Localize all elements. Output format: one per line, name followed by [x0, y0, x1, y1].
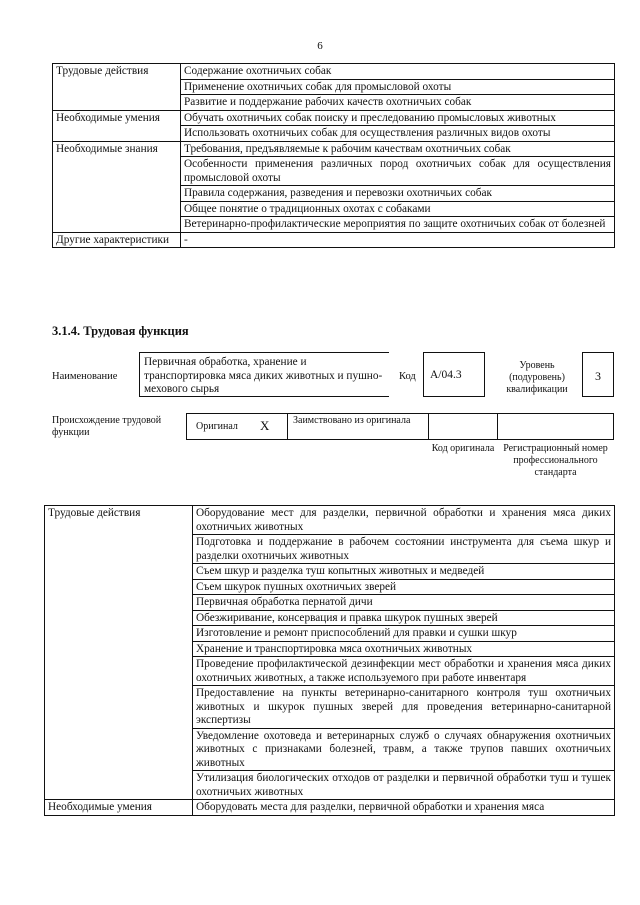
table-cell: Подготовка и поддержание в рабочем состоянии инструмента для съема шкур и разделки охотничьих животных [193, 535, 615, 564]
level-value: 3 [582, 352, 614, 397]
row-label: Трудовые действия [45, 506, 193, 800]
level-label: Уровень (подуровень) квалификации [506, 360, 568, 395]
table-cell: Развитие и поддержание рабочих качеств охотничьих собак [181, 95, 615, 111]
table-row [53, 141, 615, 157]
table-cell: Требования, предъявляемые к рабочим качествам охотничьих собак [181, 141, 615, 157]
origin-reg-box [497, 413, 614, 440]
original-label: Оригинал [196, 421, 238, 432]
origin-label: Происхождение трудовой функции [52, 415, 162, 438]
table-cell: Оборудование мест для разделки, первичной обработки и хранения мяса диких охотничьих животных [193, 506, 615, 535]
reg-caption: Регистрационный номер профессионального стандарта [503, 443, 608, 478]
table-cell: Уведомление охотоведа и ветеринарных служб о случаях обнаружения охотничьих животных с признаками болезней, травм, а также трупов павших охотничьих животных [193, 728, 615, 771]
table-cell: Особенности применения различных пород охотничьих собак для осуществления промысловой охоты [181, 157, 615, 186]
table-cell: Содержание охотничьих собак [181, 64, 615, 80]
table-cell: Хранение и транспортировка мяса охотничьих животных [193, 641, 615, 657]
table-cell: Съем шкурок пушных охотничьих зверей [193, 579, 615, 595]
table-row [45, 800, 615, 816]
table-cell: Съем шкур и разделка туш копытных животных и медведей [193, 564, 615, 580]
table-row [45, 506, 615, 535]
table-cell: Ветеринарно-профилактические мероприятия по защите охотничьих собак от болезней [181, 217, 615, 233]
code-caption: Код оригинала [431, 443, 495, 454]
table-cell: Оборудовать места для разделки, первичной обработки и хранения мяса [193, 800, 615, 816]
table-cell: Изготовление и ремонт приспособлений для правки и сушки шкур [193, 626, 615, 642]
section-title: 3.1.4. Трудовая функция [52, 324, 189, 338]
table-cell: - [181, 232, 615, 248]
origin-code-box [428, 413, 498, 440]
table-cell: Правила содержания, разведения и перевозки охотничьих собак [181, 186, 615, 202]
row-label: Другие характеристики [53, 232, 181, 248]
row-label: Трудовые действия [53, 64, 181, 111]
table-cell: Предоставление на пункты ветеринарно-санитарного контроля туш охотничьих животных и шкурок пушных зверей для проведения ветеринарно-санитарной экспертизы [193, 686, 615, 729]
code-value: А/04.3 [423, 352, 485, 397]
table-cell: Проведение профилактической дезинфекции мест обработки и хранения мяса диких охотничьих животных, а также используемого при работе инвентаря [193, 657, 615, 686]
code-label: Код [399, 371, 416, 382]
top-competency-table [52, 63, 615, 248]
table-cell: Использовать охотничьих собак для осуществления различных видов охоты [181, 126, 615, 142]
table-cell: Обучать охотничьих собак поиску и преследованию промысловых животных [181, 110, 615, 126]
page-number: 6 [317, 40, 323, 52]
table-row [53, 232, 615, 248]
table-row [53, 64, 615, 80]
row-label: Необходимые знания [53, 141, 181, 232]
table-cell: Общее понятие о традиционных охотах с собаками [181, 201, 615, 217]
table-cell: Применение охотничьих собак для промысловой охоты [181, 79, 615, 95]
row-label: Необходимые умения [53, 110, 181, 141]
name-value: Первичная обработка, хранение и транспортировка мяса диких животных и пушно-мехового сырья [139, 352, 389, 397]
table-cell: Первичная обработка пернатой дичи [193, 595, 615, 611]
table-cell: Обезжиривание, консервация и правка шкурок пушных зверей [193, 610, 615, 626]
table-cell: Утилизация биологических отходов от разделки и первичной обработки туш и тушек охотничьих животных [193, 771, 615, 800]
borrowed-label: Заимствовано из оригинала [293, 415, 411, 426]
function-actions-table [44, 505, 615, 816]
row-label: Необходимые умения [45, 800, 193, 816]
name-label: Наименование [52, 371, 118, 382]
original-mark: X [260, 418, 270, 433]
table-row [53, 110, 615, 126]
